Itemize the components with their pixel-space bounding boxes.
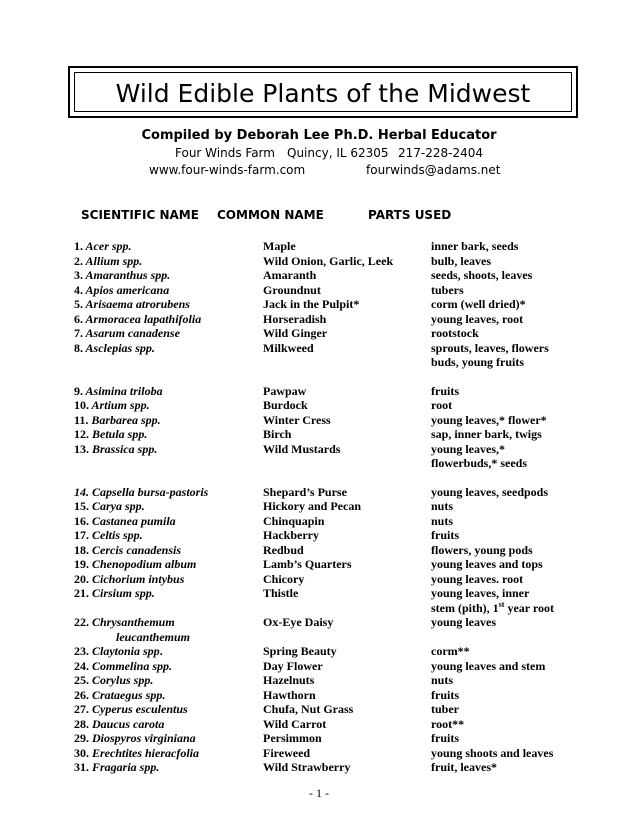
plant-scientific-name	[74, 398, 150, 413]
plant-scientific-name	[74, 514, 176, 529]
plant-scientific-name	[74, 615, 175, 630]
plant-scientific-name	[74, 760, 159, 775]
plant-sci: Artium spp.	[89, 398, 150, 412]
plant-number: 31.	[74, 760, 89, 774]
plant-common-name: Pawpaw	[263, 383, 307, 398]
plant-sci: Cichorium intybus	[89, 571, 185, 586]
plant-sci: Celtis spp.	[89, 528, 143, 542]
table-row	[0, 398, 638, 413]
plant-parts-used: young leaves and tops	[431, 557, 543, 571]
table-row	[0, 254, 638, 269]
plant-sci: Cercis canadensis	[89, 542, 182, 557]
plant-sci: Fragaria spp.	[89, 760, 160, 774]
table-row-continuation	[0, 601, 638, 616]
plant-common-name: Thistle	[263, 586, 299, 600]
plant-parts-used: young leaves, root	[431, 311, 524, 326]
plant-number: 25.	[74, 673, 89, 687]
plant-common-name: Winter Cress	[263, 412, 331, 427]
row-gap	[0, 471, 638, 485]
table-row	[0, 702, 638, 717]
plant-number: 20.	[74, 571, 89, 586]
plant-parts-used: root**	[431, 716, 465, 731]
plant-parts-used: fruits	[431, 528, 459, 542]
table-row	[0, 283, 638, 298]
compiled-by: Compiled by Deborah Lee Ph.D. Herbal Educator	[141, 128, 497, 143]
plant-number: 9.	[74, 383, 83, 398]
header-parts-used: PARTS USED	[368, 208, 452, 222]
plant-scientific-name	[74, 731, 196, 746]
plant-scientific-name	[74, 746, 199, 761]
plant-common-name: Horseradish	[263, 311, 327, 326]
plant-common-name: Wild Carrot	[263, 716, 327, 731]
plant-common-name: Day Flower	[263, 658, 323, 673]
plant-number: 15.	[74, 499, 89, 513]
plant-common-name: Hackberry	[263, 528, 319, 542]
plant-scientific-name	[74, 442, 157, 457]
plant-sci: Chrysanthemum	[89, 615, 175, 629]
plant-common-name: Wild Onion, Garlic, Leek	[263, 253, 394, 268]
plant-common-name: Chinquapin	[263, 513, 325, 528]
plant-parts-used: young leaves	[431, 615, 497, 629]
table-row	[0, 442, 638, 457]
table-row	[0, 427, 638, 442]
plant-parts-continuation: flowerbuds,* seeds	[431, 456, 528, 470]
table-row	[0, 731, 638, 746]
table-row	[0, 485, 638, 500]
plant-number: 14.	[74, 484, 89, 499]
plant-scientific-name	[74, 688, 165, 703]
plant-sci: Brassica spp.	[89, 441, 158, 456]
title-inner-border	[74, 72, 572, 112]
plant-scientific-name	[74, 702, 188, 717]
plant-scientific-name	[74, 326, 180, 341]
plant-number: 18.	[74, 542, 89, 557]
table-row	[0, 615, 638, 630]
table-row-continuation	[0, 456, 638, 471]
plant-number: 22.	[74, 615, 89, 629]
table-row	[0, 297, 638, 312]
plant-number: 29.	[74, 731, 89, 745]
plant-common-name: Hickory and Pecan	[263, 499, 361, 513]
plant-number: 7.	[74, 326, 83, 340]
plant-sci: Cirsium spp.	[89, 586, 155, 600]
plant-number: 19.	[74, 557, 89, 571]
plant-common-name: Persimmon	[263, 731, 322, 745]
plant-parts-used: young leaves,*	[431, 441, 506, 456]
plant-common-name: Shepard’s Purse	[263, 484, 347, 499]
plant-common-name: Fireweed	[263, 745, 311, 760]
table-row	[0, 514, 638, 529]
plant-sci: Asimina triloba	[83, 383, 163, 398]
plant-list	[0, 239, 638, 775]
plant-sci-continuation: leucanthemum	[116, 629, 191, 644]
plant-scientific-name	[74, 557, 196, 572]
parts-text: stem (pith), 1	[431, 600, 499, 615]
table-row	[0, 499, 638, 514]
plant-parts-used: corm**	[431, 644, 470, 658]
plant-parts-used: sap, inner bark, twigs	[431, 427, 542, 441]
plant-sci: Crataegus spp.	[89, 687, 166, 702]
table-row	[0, 717, 638, 732]
plant-sci: Chenopodium album	[89, 557, 197, 571]
plant-sci: Erechtites hieracfolia	[89, 745, 199, 760]
plant-sci: Barbarea spp.	[88, 412, 161, 427]
plant-scientific-name	[74, 254, 142, 269]
plant-common-name: Ox-Eye Daisy	[263, 615, 334, 629]
plant-sci: Cyperus esculentus	[89, 702, 188, 716]
plant-number: 8.	[74, 340, 83, 355]
plant-scientific-name	[74, 528, 143, 543]
plant-common-name: Milkweed	[263, 340, 314, 355]
plant-number: 10.	[74, 398, 89, 412]
farm-email: fourwinds@adams.net	[366, 163, 501, 177]
table-row	[0, 239, 638, 254]
plant-parts-used: young leaves,* flower*	[431, 412, 547, 427]
plant-number: 12.	[74, 427, 89, 441]
plant-sci: Corylus spp.	[89, 673, 154, 687]
plant-number: 2.	[74, 253, 83, 268]
table-row-continuation	[0, 630, 638, 645]
plant-parts-used: nuts	[431, 513, 454, 528]
plant-common-name: Wild Strawberry	[263, 760, 351, 774]
table-row	[0, 384, 638, 399]
plant-common-name: Groundnut	[263, 282, 321, 297]
table-row	[0, 688, 638, 703]
plant-parts-used: young leaves, inner	[431, 586, 530, 600]
plant-number: 5.	[74, 297, 83, 311]
plant-sci: Claytonia spp	[89, 644, 160, 658]
plant-common-name: Wild Mustards	[263, 441, 341, 456]
plant-parts-used: flowers, young pods	[431, 542, 533, 557]
plant-parts-used: young shoots and leaves	[431, 745, 554, 760]
plant-number: 6.	[74, 311, 83, 326]
plant-parts-used: young leaves, seedpods	[431, 484, 549, 499]
plant-parts-used: fruits	[431, 383, 459, 398]
plant-sci: Arisaema atrorubens	[83, 297, 190, 311]
plant-sci: Amaranthus spp.	[83, 268, 171, 282]
plant-number: 1.	[74, 239, 83, 253]
table-row	[0, 644, 638, 659]
table-row	[0, 543, 638, 558]
plant-scientific-name	[74, 543, 181, 558]
plant-parts-used: young leaves. root	[431, 571, 524, 586]
plant-number: 4.	[74, 282, 83, 297]
plant-scientific-name	[74, 239, 132, 254]
plant-scientific-name	[74, 572, 184, 587]
plant-parts-used: young leaves and stem	[431, 658, 546, 673]
plant-scientific-name	[74, 413, 161, 428]
plant-sci: Diospyros virginiana	[89, 731, 196, 745]
plant-scientific-name	[74, 499, 145, 514]
plant-number: 24.	[74, 658, 89, 673]
plant-number: 28.	[74, 716, 89, 731]
plant-sci-suffix: .	[159, 644, 163, 658]
header-scientific-name: SCIENTIFIC NAME	[81, 208, 199, 222]
ordinal-superscript: st	[498, 599, 505, 609]
plant-parts-used: tuber	[431, 702, 459, 716]
header-common-name: COMMON NAME	[217, 208, 324, 222]
plant-sci: Commelina spp.	[89, 658, 173, 673]
plant-number: 21.	[74, 586, 89, 600]
plant-scientific-name	[74, 659, 172, 674]
table-row	[0, 586, 638, 601]
table-row	[0, 341, 638, 356]
farm-website: www.four-winds-farm.com	[149, 163, 306, 177]
plant-number: 17.	[74, 528, 89, 542]
farm-name: Four Winds Farm	[175, 146, 275, 160]
plant-sci: Asclepias spp.	[83, 340, 155, 355]
plant-number: 30.	[74, 745, 89, 760]
row-gap	[0, 370, 638, 384]
table-row	[0, 413, 638, 428]
plant-sci: Carya spp.	[89, 499, 145, 513]
plant-parts-used: sprouts, leaves, flowers	[431, 340, 549, 355]
plant-parts-used: seeds, shoots, leaves	[431, 268, 533, 282]
plant-number: 23.	[74, 644, 89, 658]
plant-sci: Daucus carota	[89, 716, 165, 731]
table-row	[0, 528, 638, 543]
plant-parts-used: nuts	[431, 499, 454, 513]
plant-number: 16.	[74, 513, 89, 528]
plant-parts-used: bulb, leaves	[431, 253, 492, 268]
plant-number: 13.	[74, 441, 89, 456]
plant-common-name: Jack in the Pulpit*	[263, 297, 360, 311]
page-number: - 1 -	[309, 786, 329, 800]
plant-scientific-name	[74, 384, 163, 399]
plant-common-name: Chufa, Nut Grass	[263, 702, 354, 716]
plant-sci: Capsella bursa-pastoris	[89, 484, 209, 499]
plant-common-name: Hazelnuts	[263, 673, 315, 687]
table-row	[0, 760, 638, 775]
plant-scientific-name	[74, 297, 190, 312]
plant-common-name: Maple	[263, 239, 296, 253]
table-row	[0, 268, 638, 283]
plant-parts-used: rootstock	[431, 326, 479, 340]
plant-common-name: Hawthorn	[263, 687, 316, 702]
plant-scientific-name	[74, 283, 169, 298]
plant-sci: Asarum canadense	[83, 326, 180, 340]
plant-scientific-name	[74, 268, 170, 283]
plant-number: 3.	[74, 268, 83, 282]
plant-number: 26.	[74, 687, 89, 702]
plant-common-name: Amaranth	[263, 268, 317, 282]
plant-sci: Castanea pumila	[89, 513, 176, 528]
plant-parts-continuation: buds, young fruits	[431, 355, 525, 369]
plant-parts-used: nuts	[431, 673, 454, 687]
table-row	[0, 557, 638, 572]
table-row	[0, 746, 638, 761]
plant-common-name: Chicory	[263, 571, 305, 586]
parts-text: year root	[504, 600, 554, 615]
plant-parts-used: corm (well dried)*	[431, 297, 526, 311]
plant-scientific-name	[74, 673, 153, 688]
table-row	[0, 312, 638, 327]
table-row-continuation	[0, 355, 638, 370]
plant-scientific-name	[74, 644, 163, 659]
table-row	[0, 572, 638, 587]
plant-sci: Armoracea lapathifolia	[83, 311, 202, 326]
table-row	[0, 673, 638, 688]
plant-number: 27.	[74, 702, 89, 716]
plant-sci: Apios americana	[83, 282, 170, 297]
plant-scientific-name	[74, 485, 208, 500]
plant-sci: Betula spp.	[89, 427, 148, 441]
page-title: Wild Edible Plants of the Midwest	[115, 79, 531, 108]
plant-number: 11.	[74, 412, 89, 427]
plant-parts-used: inner bark, seeds	[431, 239, 519, 253]
plant-parts-continuation	[431, 601, 554, 616]
plant-sci: Acer spp.	[83, 239, 132, 253]
plant-scientific-name	[74, 312, 201, 327]
plant-scientific-name	[74, 717, 164, 732]
farm-city: Quincy, IL 62305	[287, 146, 389, 160]
plant-parts-used: fruits	[431, 731, 459, 745]
farm-phone: 217-228-2404	[398, 146, 484, 160]
plant-scientific-name	[74, 427, 147, 442]
plant-common-name: Burdock	[263, 398, 308, 412]
plant-sci: Allium spp.	[83, 253, 143, 268]
table-row	[0, 659, 638, 674]
plant-common-name: Birch	[263, 427, 292, 441]
plant-parts-used: tubers	[431, 282, 464, 297]
plant-parts-used: root	[431, 398, 453, 412]
plant-common-name: Lamb’s Quarters	[263, 557, 352, 571]
plant-common-name: Redbud	[263, 542, 304, 557]
plant-common-name: Wild Ginger	[263, 326, 328, 340]
plant-parts-used: fruit, leaves*	[431, 760, 497, 774]
title-box	[68, 66, 578, 118]
table-row	[0, 326, 638, 341]
plant-common-name: Spring Beauty	[263, 644, 337, 658]
plant-parts-used: fruits	[431, 687, 459, 702]
plant-scientific-name	[74, 586, 155, 601]
plant-scientific-name	[74, 341, 155, 356]
